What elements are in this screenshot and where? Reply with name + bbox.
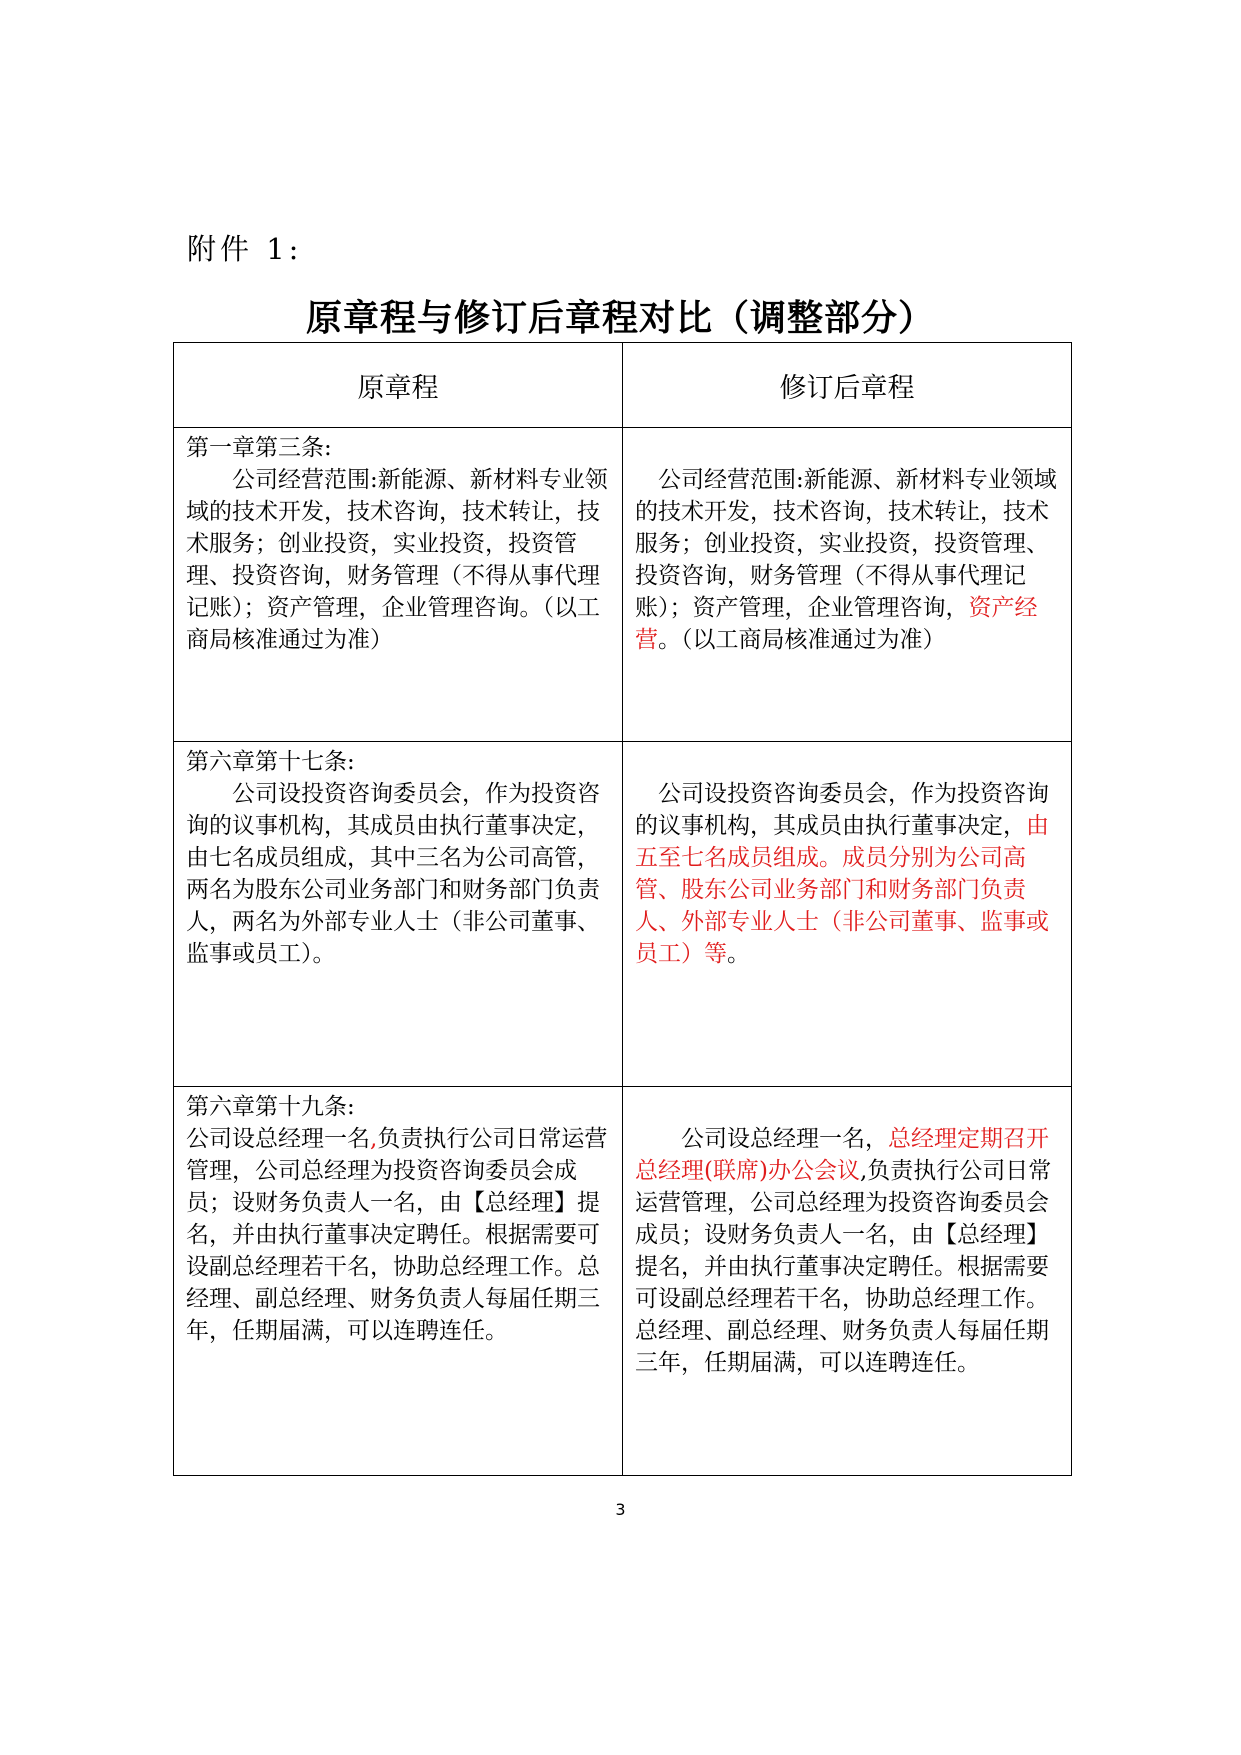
header-original: 原章程: [174, 343, 623, 428]
document-title: 原章程与修订后章程对比（调整部分）: [305, 298, 935, 339]
original-cell: [174, 428, 623, 742]
page-number: 3: [615, 1500, 626, 1519]
original-text-part: 公司设总经理一名: [186, 1126, 370, 1152]
original-text: 公司经营范围:新能源、新材料专业领域的技术开发，技术咨询，技术转让，技术服务；创业投资，实业投资，投资管理、投资咨询，财务管理（不得从事代理记账）；资产管理，企业管理咨询。（以工商局核准通过为准）: [186, 467, 608, 653]
table-row: [174, 1087, 1072, 1476]
revised-text-unchanged: ,负责执行公司日常运营管理，公司总经理为投资咨询委员会成员；设财务负责人一名，由【总经理】提名，并由执行董事决定聘任。根据需要可设副总经理若干名，协助总经理工作。总经理、副总经理、财务负责人每届任期三年，任期届满，可以连聘连任。: [635, 1158, 1052, 1376]
revised-cell: [623, 1087, 1072, 1476]
attachment-label: 附件 1:: [187, 232, 303, 266]
article-heading: 第一章第三条:: [186, 435, 332, 461]
revised-text-change: 由五至七名成员组成。成员分别为公司高管、股东公司业务部门和财务部门负责人、外部专业人士（非公司董事、监事或员工）等: [635, 813, 1049, 967]
revised-text-unchanged: 公司设总经理一名，: [681, 1126, 888, 1152]
comparison-table: [173, 342, 1072, 1476]
original-cell: [174, 1087, 623, 1476]
original-cell: [174, 742, 623, 1087]
original-text-part: 负责执行公司日常运营管理，公司总经理为投资咨询委员会成员；设财务负责人一名，由【总经理】提名，并由执行董事决定聘任。根据需要可设副总经理若干名，协助总经理工作。总经理、副总经理、财务负责人每届任期三年，任期届满，可以连聘连任。: [186, 1126, 608, 1344]
revised-text-unchanged: 。（以工商局核准通过为准）: [658, 627, 946, 653]
revised-text-change: 总经理定期召开总经理(联席)办公会议: [635, 1126, 1049, 1184]
revised-text: [635, 464, 1061, 656]
revised-text-unchanged: 。: [727, 941, 750, 967]
revised-text-unchanged: 公司设投资咨询委员会，作为投资咨询的议事机构，其成员由执行董事决定，: [635, 781, 1049, 839]
revised-text-unchanged: 公司经营范围:新能源、新材料专业领域的技术开发，技术咨询，技术转让，技术服务；创业投资，实业投资，投资管理、投资咨询，财务管理（不得从事代理记账）；资产管理，企业管理咨询，: [635, 467, 1057, 621]
revised-cell: [623, 428, 1072, 742]
table-row: [174, 428, 1072, 742]
table-header-row: [174, 343, 1072, 428]
revised-text: [635, 778, 1061, 970]
revised-text-change: 资产经营: [635, 595, 1038, 653]
original-text: [186, 1123, 612, 1347]
header-revised: 修订后章程: [623, 343, 1072, 428]
original-text-mark: ,: [370, 1126, 378, 1152]
revised-cell: [623, 742, 1072, 1087]
revised-text: [635, 1123, 1061, 1379]
original-text: 公司设投资咨询委员会，作为投资咨询的议事机构，其成员由执行董事决定，由七名成员组成，其中三名为公司高管，两名为股东公司业务部门和财务部门负责人，两名为外部专业人士（非公司董事、监事或员工）。: [186, 781, 600, 967]
table-row: [174, 742, 1072, 1087]
article-heading: 第六章第十七条:: [186, 749, 355, 775]
article-heading: 第六章第十九条:: [186, 1094, 355, 1120]
